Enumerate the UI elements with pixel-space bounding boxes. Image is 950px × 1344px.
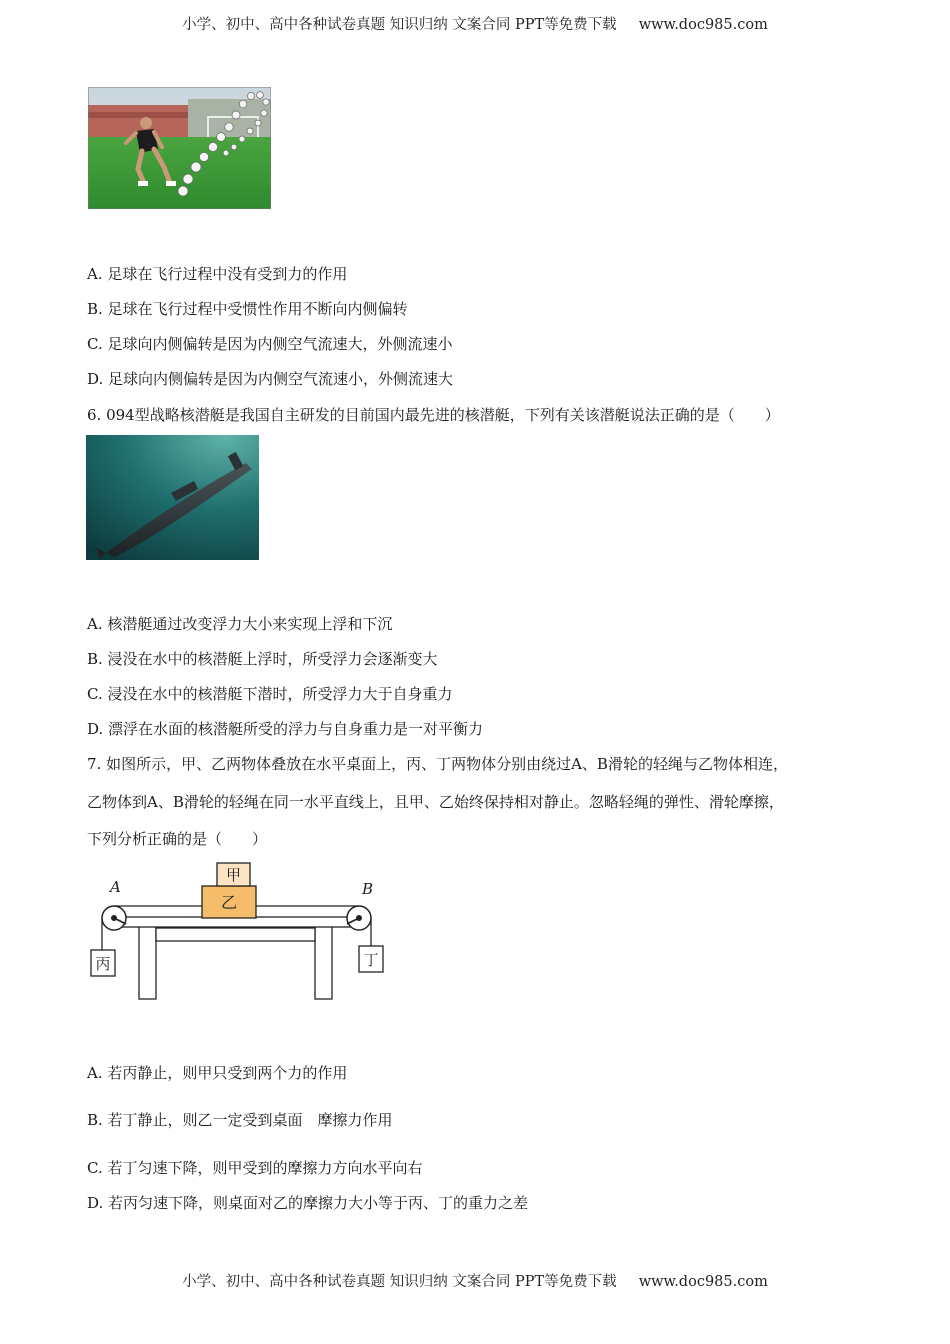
q7-stem-line-3: 下列分析正确的是（ ） xyxy=(87,830,268,848)
pulley-diagram xyxy=(86,858,396,1003)
pulley-b-label: B xyxy=(362,880,374,898)
q7-stem-line-2: 乙物体到A、B滑轮的轻绳在同一水平直线上，且甲、乙始终保持相对静止。忽略轻绳的弹性、滑轮摩擦， xyxy=(87,793,784,811)
block-ding-label: 丁 xyxy=(363,951,379,969)
q6-option-d: D. 漂浮在水面的核潜艇所受的浮力与自身重力是一对平衡力 xyxy=(87,720,484,738)
header-text: 小学、初中、高中各种试卷真题 知识归纳 文案合同 PPT等免费下载 xyxy=(182,17,617,33)
q5-option-c: C. 足球向内侧偏转是因为内侧空气流速大，外侧流速小 xyxy=(87,335,453,353)
q5-option-d: D. 足球向内侧偏转是因为内侧空气流速小，外侧流速大 xyxy=(87,370,454,388)
block-jia-label: 甲 xyxy=(225,866,242,884)
page-footer xyxy=(0,1270,950,1291)
q6-option-b: B. 浸没在水中的核潜艇上浮时，所受浮力会逐渐变大 xyxy=(87,650,438,668)
block-bing-label: 丙 xyxy=(95,955,111,973)
q7-option-d: D. 若丙匀速下降，则桌面对乙的摩擦力大小等于丙、丁的重力之差 xyxy=(87,1194,529,1212)
q7-stem-line-1: 7. 如图所示，甲、乙两物体叠放在水平桌面上，丙、丁两物体分别由绕过A、B滑轮的轻绳与乙物体相连， xyxy=(87,755,788,773)
page-header xyxy=(0,13,950,34)
q5-option-a: A. 足球在飞行过程中没有受到力的作用 xyxy=(87,265,348,283)
q7-option-b: B. 若丁静止，则乙一定受到桌面 摩擦力作用 xyxy=(87,1111,393,1129)
block-yi-label: 乙 xyxy=(220,893,238,912)
submarine-photo xyxy=(86,435,259,560)
q6-option-c: C. 浸没在水中的核潜艇下潜时，所受浮力大于自身重力 xyxy=(87,685,453,703)
q7-option-c: C. 若丁匀速下降，则甲受到的摩擦力方向水平向右 xyxy=(87,1159,423,1177)
footer-site[interactable]: www.doc985.com xyxy=(638,1274,768,1290)
soccer-photo xyxy=(88,87,271,209)
pulley-a-label: A xyxy=(110,878,121,896)
header-site[interactable]: www.doc985.com xyxy=(638,17,768,33)
q7-option-a: A. 若丙静止，则甲只受到两个力的作用 xyxy=(87,1064,348,1082)
q6-option-a: A. 核潜艇通过改变浮力大小来实现上浮和下沉 xyxy=(87,615,393,633)
q6-stem: 6. 094型战略核潜艇是我国自主研发的目前国内最先进的核潜艇，下列有关该潜艇说法正确的是（ ） xyxy=(87,406,780,424)
footer-text: 小学、初中、高中各种试卷真题 知识归纳 文案合同 PPT等免费下载 xyxy=(182,1274,617,1290)
q5-option-b: B. 足球在飞行过程中受惯性作用不断向内侧偏转 xyxy=(87,300,408,318)
